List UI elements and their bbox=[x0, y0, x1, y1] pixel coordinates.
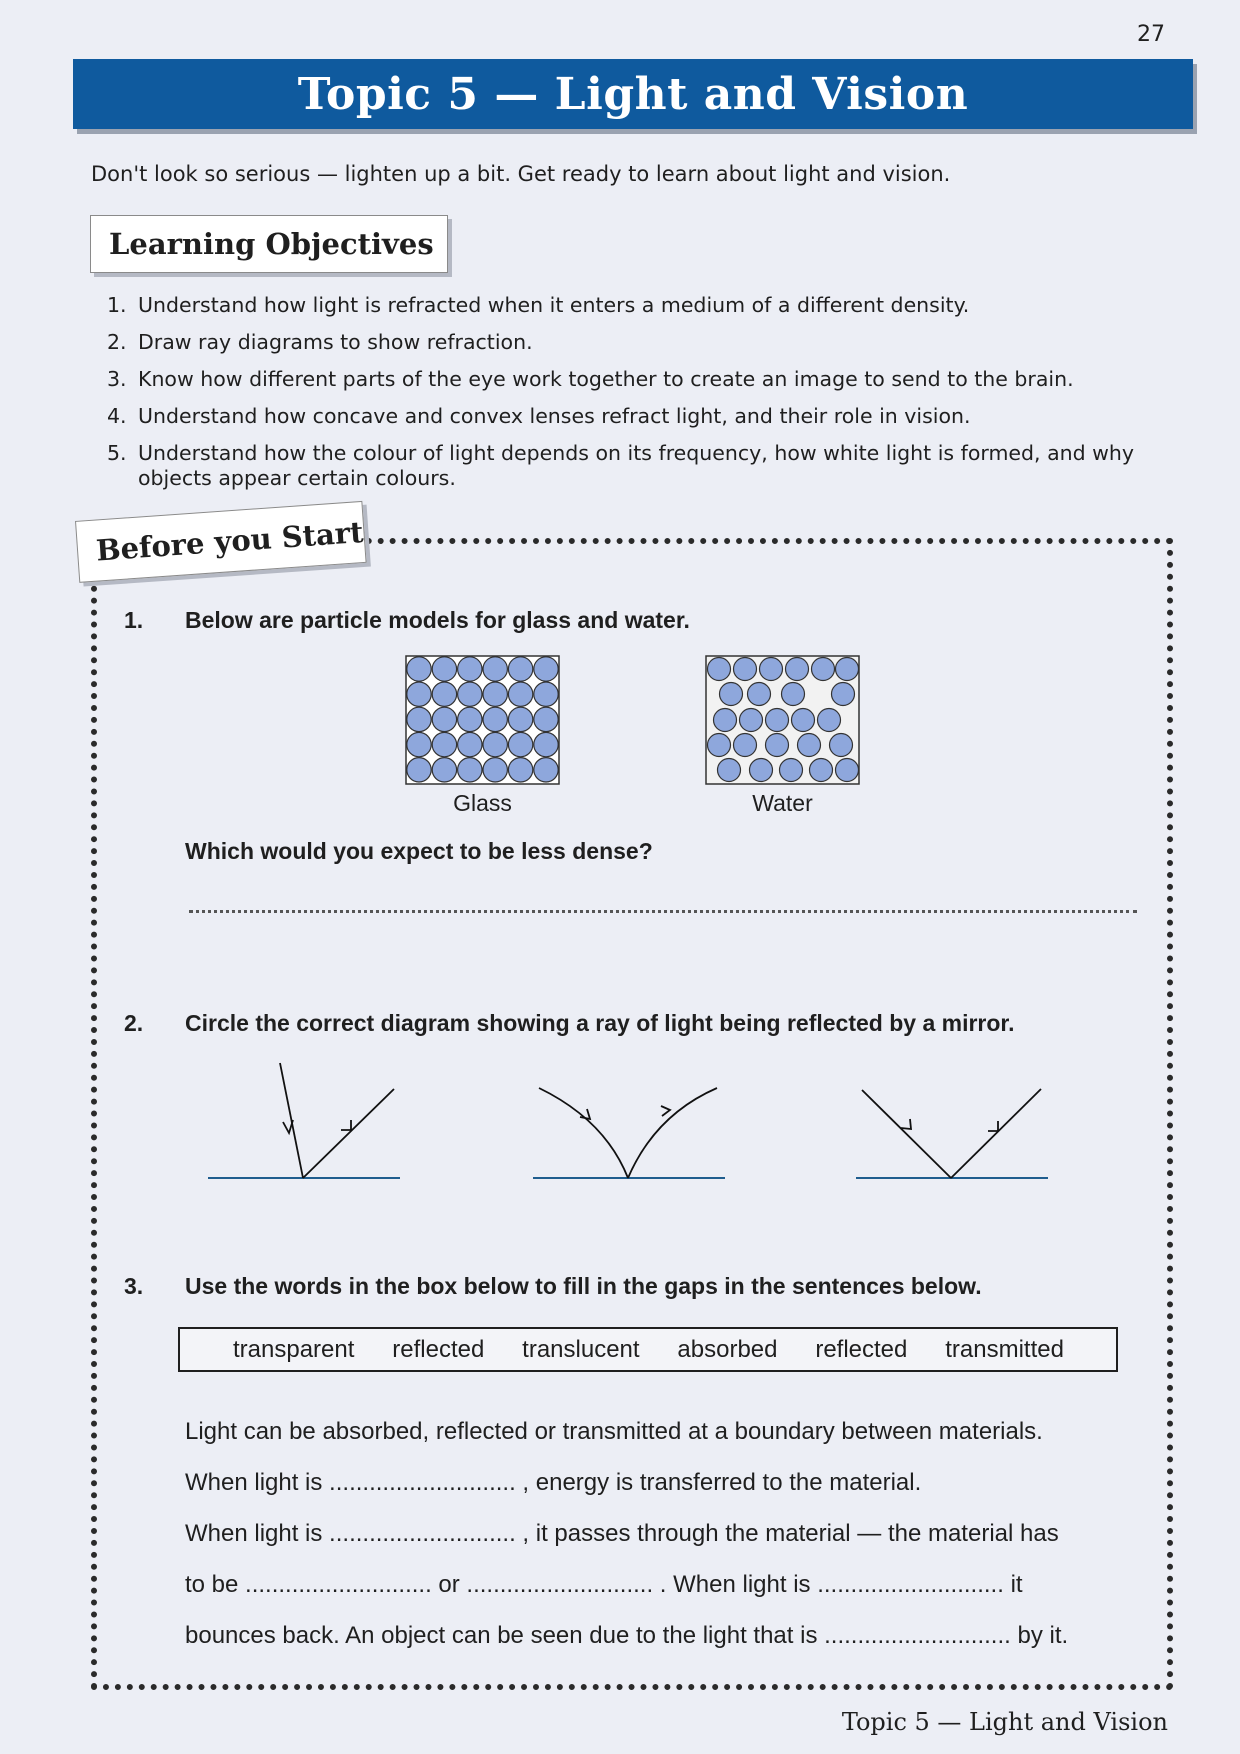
word-bank-item: transmitted bbox=[945, 1335, 1064, 1363]
particle bbox=[508, 732, 532, 756]
reflected-ray bbox=[303, 1089, 394, 1178]
particle bbox=[432, 682, 456, 706]
incident-ray bbox=[862, 1090, 951, 1178]
reflection-diagram-b[interactable] bbox=[525, 1055, 745, 1185]
objective-text: Know how different parts of the eye work together to create an image to send to the brain. bbox=[138, 367, 1074, 391]
particle bbox=[798, 734, 821, 757]
list-item bbox=[107, 404, 1167, 429]
learning-objectives-heading: Learning Objectives bbox=[90, 215, 448, 273]
particle bbox=[458, 682, 482, 706]
particle bbox=[708, 734, 731, 757]
question-2-number: 2. bbox=[124, 1010, 144, 1036]
particle bbox=[483, 657, 507, 681]
particle bbox=[407, 682, 431, 706]
question-2-text: Circle the correct diagram showing a ray of light being reflected by a mirror. bbox=[185, 1010, 1015, 1036]
particle bbox=[534, 682, 558, 706]
particle bbox=[432, 707, 456, 731]
list-item bbox=[107, 367, 1167, 392]
particle bbox=[780, 759, 803, 782]
particle bbox=[714, 709, 737, 732]
particle bbox=[766, 709, 789, 732]
word-bank-item: reflected bbox=[392, 1335, 485, 1363]
word-bank-item: translucent bbox=[522, 1335, 640, 1363]
question-3-text: Use the words in the box below to fill in the gaps in the sentences below. bbox=[185, 1273, 982, 1299]
particle bbox=[750, 759, 773, 782]
objective-number: 4. bbox=[107, 404, 127, 428]
reflection-diagram-c[interactable] bbox=[848, 1055, 1068, 1185]
particle bbox=[718, 759, 741, 782]
particle bbox=[818, 709, 841, 732]
word-bank-item: reflected bbox=[815, 1335, 908, 1363]
particle bbox=[483, 707, 507, 731]
passage-line[interactable]: When light is ............................ , energy is transferred to the material. bbox=[185, 1469, 922, 1496]
particle bbox=[483, 732, 507, 756]
particle bbox=[483, 758, 507, 782]
objective-text: Understand how light is refracted when it enters a medium of a different density. bbox=[138, 293, 970, 317]
particle bbox=[782, 683, 805, 706]
arrow-icon bbox=[341, 1120, 351, 1130]
intro-text: Don't look so serious — lighten up a bit. Get ready to learn about light and vision. bbox=[91, 162, 951, 186]
question-3-number: 3. bbox=[124, 1273, 144, 1299]
particle bbox=[534, 657, 558, 681]
particle bbox=[407, 758, 431, 782]
particle bbox=[766, 734, 789, 757]
word-bank-item: transparent bbox=[233, 1335, 355, 1363]
particle bbox=[432, 657, 456, 681]
particle bbox=[432, 732, 456, 756]
incident-ray bbox=[280, 1063, 303, 1178]
title-banner bbox=[73, 59, 1193, 129]
objective-number: 2. bbox=[107, 330, 127, 354]
particle bbox=[534, 707, 558, 731]
page-title: Topic 5 — Light and Vision bbox=[297, 68, 969, 120]
passage-line[interactable]: When light is ............................ , it passes through the material — the material has bbox=[185, 1520, 1059, 1547]
reflected-ray bbox=[951, 1089, 1041, 1178]
word-bank-item: absorbed bbox=[677, 1335, 778, 1363]
particle bbox=[734, 734, 757, 757]
footer-topic: Topic 5 — Light and Vision bbox=[841, 1708, 1168, 1736]
particle bbox=[740, 709, 763, 732]
page-number: 27 bbox=[1137, 22, 1165, 47]
objective-number: 1. bbox=[107, 293, 127, 317]
particle bbox=[792, 709, 815, 732]
particle bbox=[407, 657, 431, 681]
learning-objectives-list bbox=[107, 293, 1167, 503]
answer-line[interactable] bbox=[189, 910, 1137, 913]
particle bbox=[748, 683, 771, 706]
passage-line[interactable]: to be ............................ or ............................ . When light is ............................ it bbox=[185, 1571, 1023, 1598]
particle bbox=[458, 758, 482, 782]
particle bbox=[508, 758, 532, 782]
particle bbox=[534, 758, 558, 782]
glass-particle-model bbox=[405, 655, 560, 785]
particle bbox=[407, 732, 431, 756]
passage-line[interactable]: bounces back. An object can be seen due to the light that is ............................ by it. bbox=[185, 1622, 1069, 1649]
list-item bbox=[107, 330, 1167, 355]
question-1-prompt: Which would you expect to be less dense? bbox=[185, 838, 653, 864]
particle bbox=[832, 683, 855, 706]
particle bbox=[812, 658, 835, 681]
particle bbox=[836, 658, 859, 681]
particle bbox=[508, 657, 532, 681]
particle bbox=[786, 658, 809, 681]
question-1-text: Below are particle models for glass and water. bbox=[185, 607, 690, 633]
reflection-diagram-a[interactable] bbox=[200, 1055, 420, 1185]
particle bbox=[720, 683, 743, 706]
question-1-number: 1. bbox=[124, 607, 144, 633]
passage-line: Light can be absorbed, reflected or transmitted at a boundary between materials. bbox=[185, 1418, 1043, 1445]
list-item bbox=[107, 293, 1167, 318]
particle bbox=[708, 658, 731, 681]
reflected-ray bbox=[628, 1088, 717, 1178]
particle bbox=[432, 758, 456, 782]
water-particle-model bbox=[705, 655, 860, 785]
incident-ray bbox=[539, 1088, 628, 1178]
particle bbox=[534, 732, 558, 756]
particle bbox=[407, 707, 431, 731]
fill-in-passage bbox=[185, 1406, 1135, 1661]
particle bbox=[483, 682, 507, 706]
water-label: Water bbox=[752, 790, 813, 816]
list-item bbox=[107, 441, 1167, 491]
particle bbox=[760, 658, 783, 681]
word-bank bbox=[178, 1327, 1118, 1372]
particle bbox=[830, 734, 853, 757]
objective-text: Understand how the colour of light depends on its frequency, how white light is formed, and why objects appear certain colours. bbox=[138, 441, 1135, 490]
particle bbox=[810, 759, 833, 782]
glass-label: Glass bbox=[453, 790, 512, 816]
arrow-icon bbox=[661, 1106, 670, 1116]
before-you-start-heading: Before you Start bbox=[75, 501, 367, 583]
particle bbox=[458, 707, 482, 731]
particle bbox=[458, 732, 482, 756]
objective-text: Understand how concave and convex lenses refract light, and their role in vision. bbox=[138, 404, 971, 428]
arrow-icon bbox=[283, 1120, 293, 1133]
arrow-icon bbox=[901, 1119, 911, 1129]
particle bbox=[734, 658, 757, 681]
particle bbox=[508, 682, 532, 706]
particle bbox=[508, 707, 532, 731]
objective-number: 5. bbox=[107, 441, 127, 465]
particle bbox=[458, 657, 482, 681]
arrow-icon bbox=[988, 1121, 998, 1131]
particle bbox=[836, 759, 859, 782]
objective-number: 3. bbox=[107, 367, 127, 391]
objective-text: Draw ray diagrams to show refraction. bbox=[138, 330, 533, 354]
